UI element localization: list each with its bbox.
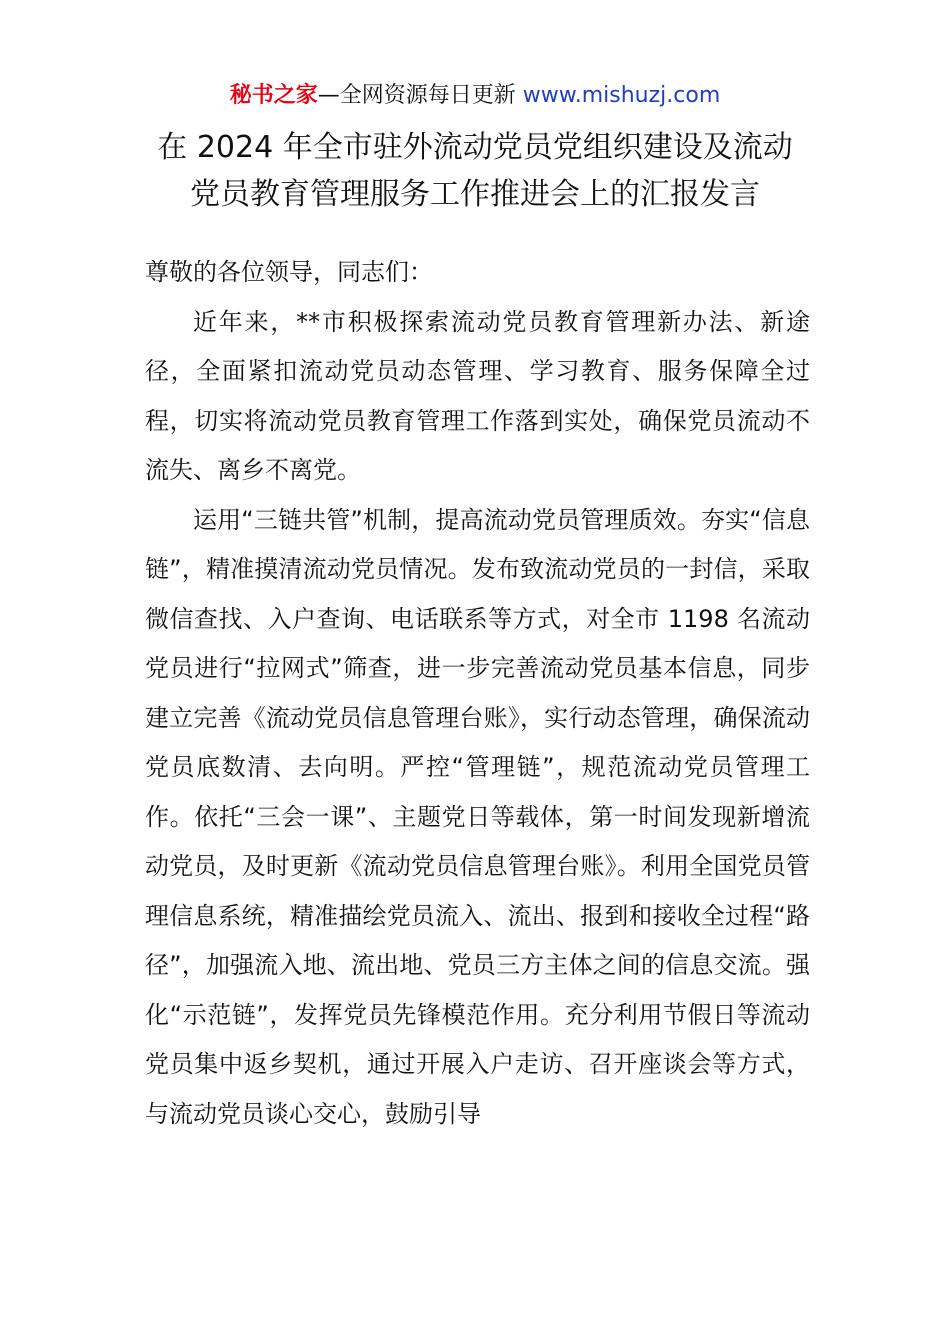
document-title bbox=[120, 124, 830, 218]
document-title-line-2: 党员教育管理服务工作推进会上的汇报发言 bbox=[190, 177, 760, 212]
site-header bbox=[0, 80, 950, 112]
salutation: 尊敬的各位领导，同志们： bbox=[145, 258, 433, 286]
site-name: 秘书之家 bbox=[229, 83, 318, 108]
site-url-link[interactable]: www.mishuzj.com bbox=[522, 83, 721, 108]
document-body bbox=[145, 248, 810, 1139]
body-paragraph-2: 运用“三链共管”机制，提高流动党员管理质效。夯实“信息链”，精准摸清流动党员情况。发布致流动党员的一封信，采取微信查找、入户查询、电话联系等方式，对全市 1198 名流动党员进行“拉网式”筛查，进一步完善流动党员基本信息，同步建立完善《流动党员信息管理台账》，实行动态管理，确保流动党员底数清、去向明。严控“管理链”，规范流动党员管理工作。依托“三会一课”、主题党日等载体，第一时间发现新增流动党员，及时更新《流动党员信息管理台账》。利用全国党员管理信息系统，精准描绘党员流入、流出、报到和接收全过程“路径”，加强流入地、流出地、党员三方主体之间的信息交流。强化“示范链”，发挥党员先锋模范作用。充分利用节假日等流动党员集中返乡契机，通过开展入户走访、召开座谈会等方式，与流动党员谈心交心，鼓励引导 bbox=[145, 505, 810, 1128]
site-slogan: —全网资源每日更新 bbox=[317, 83, 523, 108]
document-title-line-1: 在 2024 年全市驻外流动党员党组织建设及流动 bbox=[157, 130, 793, 165]
body-paragraph-1: 近年来，**市积极探索流动党员教育管理新办法、新途径，全面紧扣流动党员动态管理、学习教育、服务保障全过程，切实将流动党员教育管理工作落到实处，确保党员流动不流失、离乡不离党。 bbox=[145, 307, 810, 484]
